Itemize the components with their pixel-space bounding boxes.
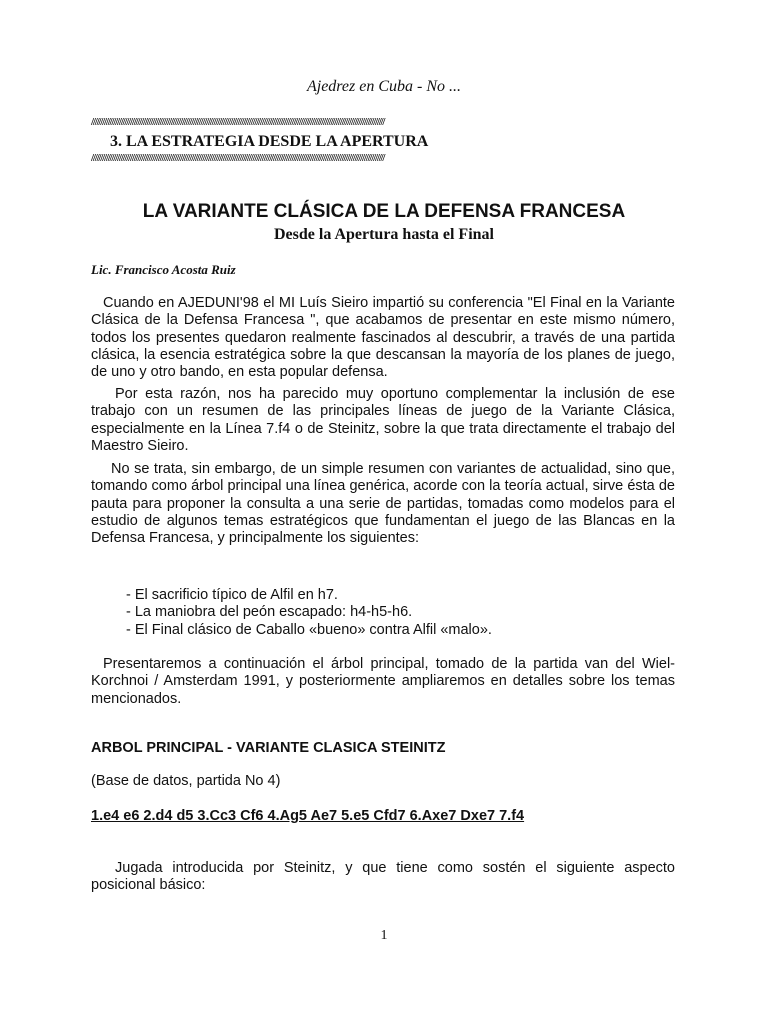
paragraph-presentation: Presentaremos a continuación el árbol principal, tomado de la partida van del Wiel-Korchnoi / Amsterdam 1991, y posteriormente ampliaremos en detalles sobre los temas mencionados.: [91, 656, 675, 707]
page-number: 1: [380, 928, 388, 943]
paragraph-steinitz: Jugada introducida por Steinitz, y que tiene como sostén el siguiente aspecto posicional básico:: [91, 860, 675, 894]
article-title: LA VARIANTE CLÁSICA DE LA DEFENSA FRANCESA: [142, 201, 626, 222]
article-subtitle: Desde la Apertura hasta el Final: [274, 226, 494, 243]
separator-line-bottom: //////////////////////////////////////////////////////////////////////////////////////////////////////////////////////////////////////////////////////////////: [91, 152, 385, 164]
running-head: Ajedrez en Cuba - No ...: [306, 78, 462, 95]
author-byline: Lic. Francisco Acosta Ruiz: [91, 262, 236, 277]
list-item: - El sacrificio típico de Alfil en h7.: [126, 587, 338, 603]
section-heading: 3. LA ESTRATEGIA DESDE LA APERTURA: [110, 133, 429, 150]
list-item: - La maniobra del peón escapado: h4-h5-h6.: [126, 604, 413, 621]
paragraph-intro: Cuando en AJEDUNI'98 el MI Luís Sieiro impartió su conferencia "El Final en la Variante Clásica de la Defensa Francesa ", que acabamos de presentar en este mismo número, todos los presentes quedaron realmente fascinados al descubrir, a través de una partida clásica, la esencia estratégica sobre la que descansan la mayoría de los planes de juego, de uno y otro bando, en esta popular defensa.: [91, 295, 675, 381]
paragraph-reason: Por esta razón, nos ha parecido muy oportuno complementar la inclusión de ese trabajo con un resumen de las principales líneas de juego de la Variante Clásica, especialmente en la Línea 7.f4 o de Steinitz, sobre la que trata directamente el trabajo del Maestro Sieiro.: [91, 386, 675, 454]
database-reference: (Base de datos, partida No 4): [91, 773, 281, 789]
list-item: - El Final clásico de Caballo «bueno» contra Alfil «malo».: [126, 621, 492, 638]
topics-list: [126, 587, 492, 639]
paragraph-purpose: No se trata, sin embargo, de un simple resumen con variantes de actualidad, sino que, tomando como árbol principal una línea genérica, acorde con la teoría actual, sirve ésta de pauta para proponer la consulta a una serie de partidas, tomadas como modelos para el estudio de algunos temas estratégicos que fundamentan el juego de las Blancas en la Defensa Francesa, y principalmente los siguientes:: [91, 461, 675, 547]
separator-line-top: //////////////////////////////////////////////////////////////////////////////////////////////////////////////////////////////////////////////////////////////: [91, 116, 385, 128]
arbol-heading: ARBOL PRINCIPAL - VARIANTE CLASICA STEINITZ: [91, 740, 446, 756]
move-sequence-link[interactable]: 1.e4 e6 2.d4 d5 3.Cc3 Cf6 4.Ag5 Ae7 5.e5 Cfd7 6.Axe7 Dxe7 7.f4: [91, 808, 525, 824]
